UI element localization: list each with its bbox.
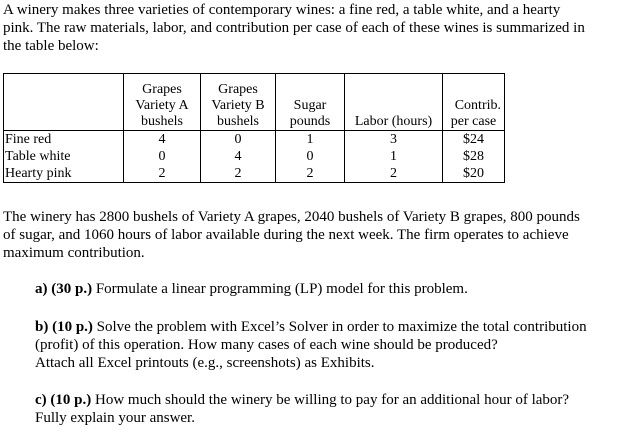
question-b-line-1: Solve the problem with Excel’s Solver in order to maximize the total contribution [92,319,587,335]
cell-sugar: 0 [276,148,345,165]
table-row [4,148,505,165]
availability-line-1: The winery has 2800 bushels of Variety A grapes, 2040 bushels of Variety B grapes, 800 pounds [3,209,580,225]
header-labor: Labor (hours) [345,74,443,131]
cell-variety-a: 4 [124,131,201,149]
cell-variety-a: 0 [124,148,201,165]
row-name: Table white [4,148,124,165]
availability-line-2: of sugar, and 1060 hours of labor available during the next week. The firm operates to achieve [3,227,569,243]
cell-contrib: $28 [443,148,505,165]
question-b [35,318,635,372]
cell-labor: 1 [345,148,443,165]
cell-labor: 2 [345,165,443,183]
header-sugar: Sugar pounds [276,74,345,131]
header-variety-a: Grapes Variety A bushels [124,74,201,131]
intro-line-3: the table below: [3,38,99,54]
cell-contrib: $24 [443,131,505,149]
question-c-line-2: Fully explain your answer. [35,410,195,426]
cell-variety-b: 0 [201,131,276,149]
question-c-line-1: How much should the winery be willing to pay for an additional hour of labor? [91,392,570,408]
availability-line-3: maximum contribution. [3,245,145,261]
question-b-line-2: (profit) of this operation. How many cases of each wine should be produced? [35,337,498,353]
header-blank [4,74,124,131]
cell-labor: 3 [345,131,443,149]
cell-variety-a: 2 [124,165,201,183]
question-b-label: b) (10 p.) [35,319,93,335]
cell-variety-b: 2 [201,165,276,183]
question-a [35,280,635,298]
question-c [35,391,635,427]
question-a-text: Formulate a linear programming (LP) model for this problem. [92,281,468,297]
table-row [4,131,505,149]
header-contrib: Contrib. per case [443,74,505,131]
table-header-row [4,74,505,131]
intro-line-2: pink. The raw materials, labor, and contribution per case of each of these wines is summarized in [3,20,585,36]
cell-contrib: $20 [443,165,505,183]
cell-sugar: 2 [276,165,345,183]
question-c-label: c) (10 p.) [35,392,92,408]
question-a-label: a) (30 p.) [35,281,93,297]
row-name: Fine red [4,131,124,149]
cell-variety-b: 4 [201,148,276,165]
row-name: Hearty pink [4,165,124,183]
table-row [4,165,505,183]
availability-paragraph [3,208,639,262]
header-variety-b: Grapes Variety B bushels [201,74,276,131]
question-b-line-3: Attach all Excel printouts (e.g., screenshots) as Exhibits. [35,355,375,371]
wine-data-table [3,73,505,183]
cell-sugar: 1 [276,131,345,149]
intro-paragraph [3,1,639,55]
intro-line-1: A winery makes three varieties of contemporary wines: a fine red, a table white, and a hearty [3,2,561,18]
